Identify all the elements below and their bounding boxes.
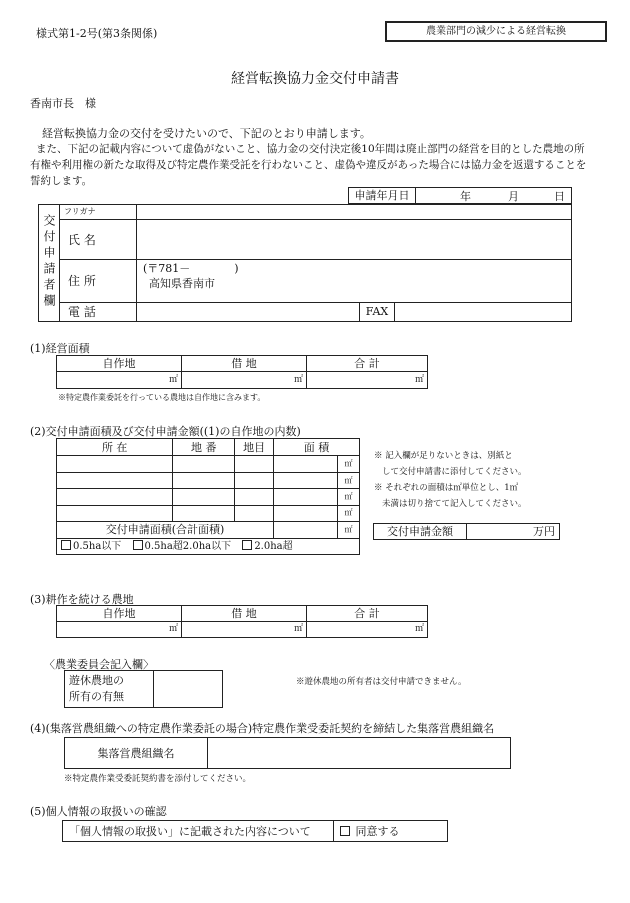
s2-r3-unit: ㎡ [337, 489, 359, 505]
s3-own-area[interactable]: ㎡ [57, 622, 182, 638]
checkbox-icon [61, 540, 71, 550]
phone-label: 電 話 [60, 302, 137, 321]
form-category-box: 農業部門の減少による経営転換 [385, 21, 607, 42]
address-city: 高知県香南市 [149, 277, 215, 291]
s2-r2-location[interactable] [57, 472, 173, 488]
s2-note-1a: ※ 記入欄が足りないときは、別紙と [374, 451, 513, 461]
applicant-section-label: 交付申請者欄 [39, 205, 60, 322]
s2-total-label: 交付申請面積(合計面積) [57, 522, 274, 538]
date-day: 日 [554, 190, 565, 203]
s2-col-category: 地目 [235, 439, 274, 456]
application-area-table [56, 438, 360, 555]
s2-r3-area[interactable] [274, 489, 338, 505]
s2-r3-location[interactable] [57, 489, 173, 505]
committee-table [64, 670, 223, 708]
s2-r2-lot[interactable] [173, 472, 235, 488]
s2-r4-lot[interactable] [173, 505, 235, 521]
date-label: 申請年月日 [349, 188, 416, 204]
section-2-heading: (2)交付申請面積及び交付申請金額((1)の自作地の内数) [30, 425, 301, 438]
form-number: 様式第1-2号(第3条関係) [36, 27, 158, 40]
group-name-label: 集落営農組織名 [65, 738, 208, 769]
s2-r3-category[interactable] [235, 489, 274, 505]
s1-total-area[interactable]: ㎡ [307, 372, 428, 389]
s3-col-own: 自作地 [57, 606, 182, 622]
amount-label: 交付申請金額 [374, 524, 467, 540]
application-date-row [348, 187, 572, 204]
date-month: 月 [508, 190, 519, 203]
s2-r2-category[interactable] [235, 472, 274, 488]
fax-field[interactable] [395, 302, 572, 321]
s2-col-lot: 地 番 [173, 439, 235, 456]
section-4-note: ※特定農作業受委託契約書を添付してください。 [64, 774, 252, 784]
continued-farmland-table [56, 605, 428, 638]
committee-heading: 〈農業委員会記入欄〉 [44, 658, 154, 671]
intro-line-1: 経営転換協力金の交付を受けたいので、下記のとおり申請します。 [42, 127, 371, 140]
checkbox-icon [133, 540, 143, 550]
group-name-table [64, 737, 511, 769]
s2-r2-area[interactable] [274, 472, 338, 488]
addressee: 香南市長 様 [30, 97, 96, 110]
s2-r1-unit: ㎡ [337, 456, 359, 472]
date-year: 年 [460, 190, 471, 203]
date-field[interactable] [416, 188, 572, 204]
s2-note-2a: ※ それぞれの面積は㎡単位とし、1㎡ [374, 483, 519, 493]
s1-own-area[interactable]: ㎡ [57, 372, 182, 389]
s2-r1-category[interactable] [235, 456, 274, 472]
privacy-consent-label: 「個人情報の取扱い」に記載された内容について [63, 821, 334, 842]
privacy-consent-table [62, 820, 448, 842]
s2-col-area: 面 積 [274, 439, 360, 456]
check-0-5-to-2-0[interactable]: 0.5ha超2.0ha以下 [133, 541, 232, 552]
s2-r4-location[interactable] [57, 505, 173, 521]
s2-total-area[interactable] [274, 522, 338, 538]
area-size-checks [57, 538, 360, 554]
s3-col-lease: 借 地 [182, 606, 307, 622]
postal-code: (〒781－ ) [143, 262, 239, 276]
s2-r1-lot[interactable] [173, 456, 235, 472]
check-over-2-0[interactable]: 2.0ha超 [242, 541, 292, 552]
s2-r4-area[interactable] [274, 505, 338, 521]
phone-field[interactable] [137, 302, 360, 321]
s2-r4-category[interactable] [235, 505, 274, 521]
s2-r4-unit: ㎡ [337, 505, 359, 521]
intro-line-4: 誓約します。 [30, 175, 93, 187]
checkbox-icon [340, 826, 350, 836]
name-label: 氏 名 [60, 220, 137, 260]
s2-note-2b: 未満は切り捨てて記入してください。 [382, 499, 527, 509]
s1-col-total: 合 計 [307, 356, 428, 372]
s2-r3-lot[interactable] [173, 489, 235, 505]
check-under-0-5[interactable]: 0.5ha以下 [61, 541, 121, 552]
s1-lease-area[interactable]: ㎡ [182, 372, 307, 389]
s1-col-own: 自作地 [57, 356, 182, 372]
s2-total-unit: ㎡ [337, 522, 359, 538]
committee-note: ※遊休農地の所有者は交付申請できません。 [296, 677, 467, 687]
idle-farmland-label: 遊休農地の 所有の有無 [65, 671, 154, 708]
section-3-heading: (3)耕作を続ける農地 [30, 593, 134, 606]
section-1-note: ※特定農作業委託を行っている農地は自作地に含みます。 [58, 393, 266, 402]
s3-lease-area[interactable]: ㎡ [182, 622, 307, 638]
section-5-heading: (5)個人情報の取扱いの確認 [30, 805, 167, 818]
fax-label: FAX [360, 302, 395, 321]
s1-col-lease: 借 地 [182, 356, 307, 372]
furigana-field[interactable] [137, 205, 572, 220]
section-1-heading: (1)経営面積 [30, 342, 90, 355]
s2-r2-unit: ㎡ [337, 472, 359, 488]
name-field[interactable] [137, 220, 572, 260]
checkbox-icon [242, 540, 252, 550]
s2-note-1b: して交付申請書に添付してください。 [382, 467, 527, 477]
management-area-table [56, 355, 428, 389]
s3-total-area[interactable]: ㎡ [307, 622, 428, 638]
application-amount-table [373, 523, 560, 540]
intro-line-3: 有権や利用権の新たな取得及び特定農作業受託を行わないこと、虚偽や違反があった場合には協力金を返還することを [30, 159, 587, 171]
amount-field[interactable]: 万円 [467, 524, 560, 540]
idle-farmland-field[interactable] [154, 671, 223, 708]
s2-r1-location[interactable] [57, 456, 173, 472]
applicant-table [38, 204, 572, 322]
privacy-consent-check[interactable] [334, 821, 448, 842]
privacy-agree-label: 同意する [355, 824, 400, 838]
address-field[interactable] [137, 260, 572, 302]
s2-col-location: 所 在 [57, 439, 173, 456]
s2-r1-area[interactable] [274, 456, 338, 472]
address-label: 住 所 [60, 260, 137, 302]
s3-col-total: 合 計 [307, 606, 428, 622]
section-4-heading: (4)(集落営農組織への特定農作業委託の場合)特定農作業受委託契約を締結した集落営農組織名 [30, 722, 495, 735]
page-title: 経営転換協力金交付申請書 [231, 71, 399, 87]
intro-line-2: また、下記の記載内容について虚偽がないこと、協力金の交付決定後10年間は廃止部門の経営を目的とした農地の所 [36, 143, 585, 155]
furigana-label: フリガナ [60, 205, 137, 220]
group-name-field[interactable] [208, 738, 511, 769]
